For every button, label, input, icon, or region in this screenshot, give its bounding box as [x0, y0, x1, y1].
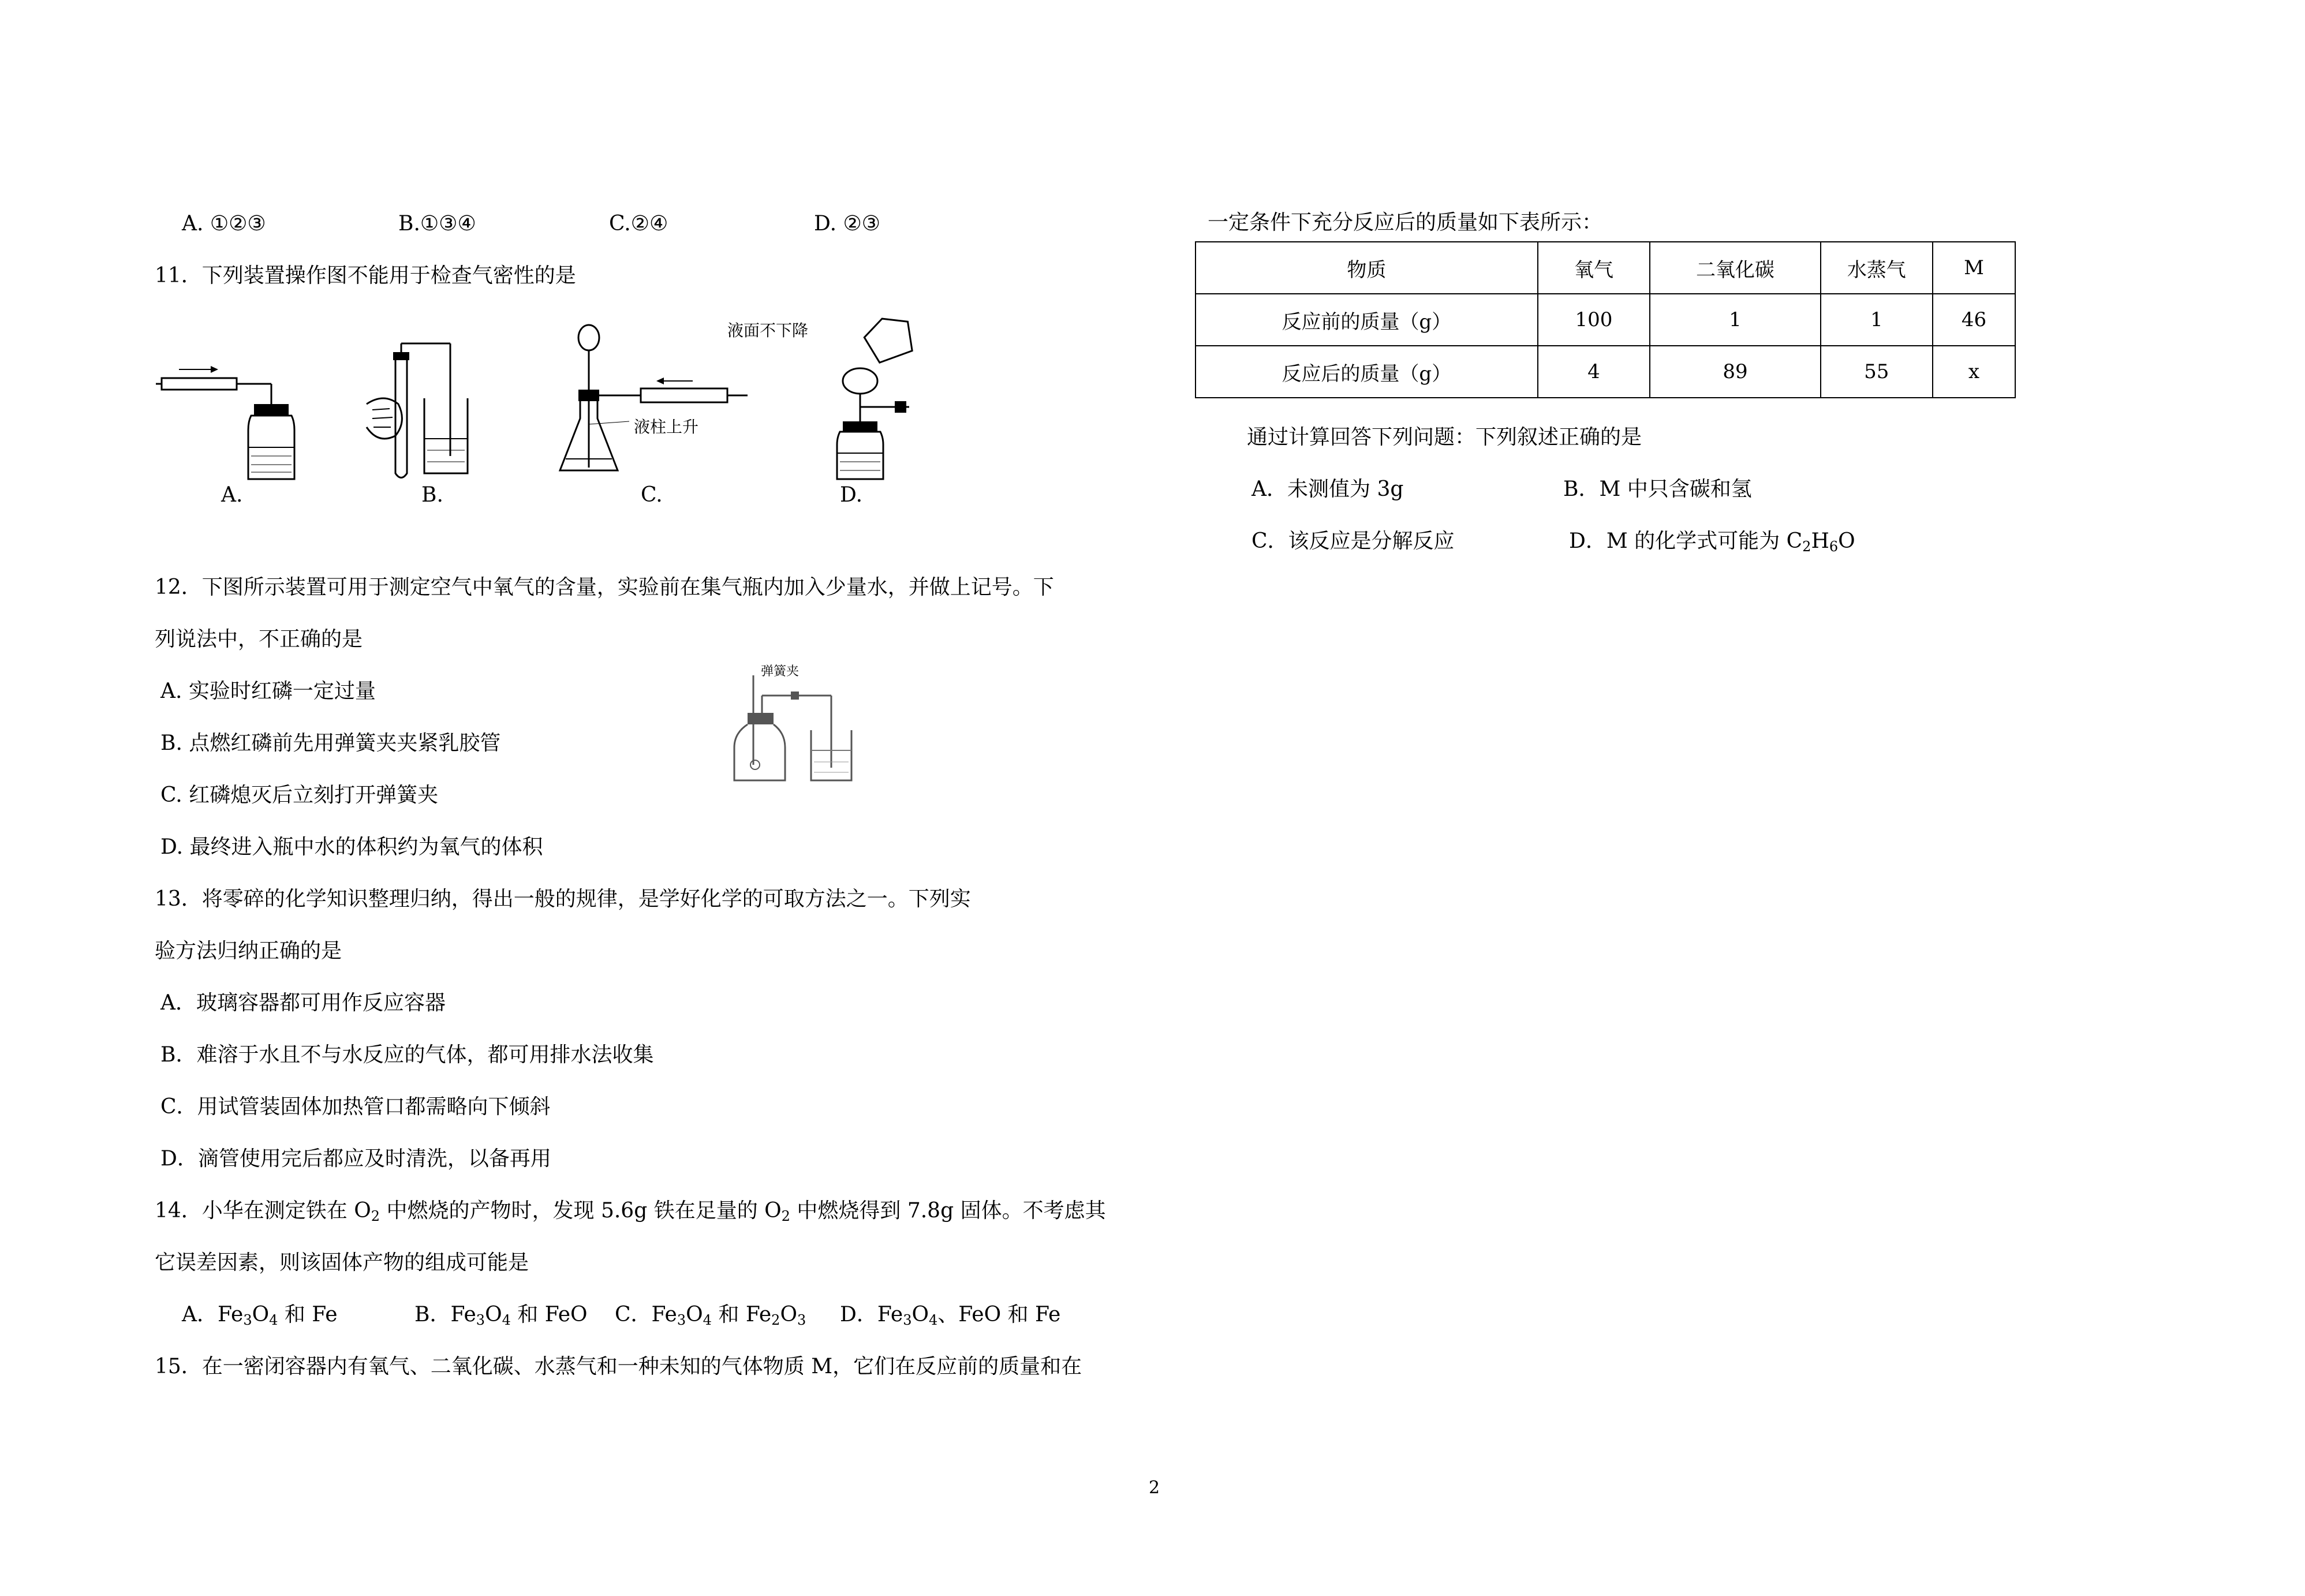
q13-option-b: B．难溶于水且不与水反应的气体，都可用排水法收集	[160, 1043, 654, 1067]
q12-option-a: A. 实验时红磷一定过量	[160, 679, 376, 703]
table-header-cell: 水蒸气	[1821, 242, 1933, 294]
table-cell: 55	[1821, 346, 1933, 398]
q15-question: 通过计算回答下列问题：下列叙述正确的是	[1247, 425, 1642, 449]
q11-label-d: D.	[840, 483, 863, 507]
q12-option-d: D. 最终进入瓶中水的体积约为氧气的体积	[160, 835, 543, 859]
q10-option-a: A. ①②③	[182, 212, 266, 236]
q11-figure-c	[554, 320, 750, 488]
table-cell: 1	[1821, 294, 1933, 346]
q11-annotation-column: 液柱上升	[634, 417, 699, 436]
q12-stem-line2: 列说法中，不正确的是	[155, 627, 363, 651]
q13-option-a: A．玻璃容器都可用作反应容器	[160, 991, 446, 1015]
q10-option-d: D. ②③	[814, 212, 881, 236]
table-header-cell: M	[1933, 242, 2015, 294]
table-cell: 1	[1650, 294, 1820, 346]
q12-option-c: C. 红磷熄灭后立刻打开弹簧夹	[160, 783, 439, 807]
q15-option-a: A．未测值为 3g	[1252, 477, 1404, 501]
table-header-row	[1196, 242, 2015, 294]
q11-figure-a	[156, 323, 312, 485]
table-cell: 反应后的质量（g）	[1196, 346, 1538, 398]
q13-option-c: C．用试管装固体加热管口都需略向下倾斜	[160, 1095, 551, 1119]
q15-option-b: B．M 中只含碳和氢	[1563, 477, 1752, 501]
table-cell: 46	[1933, 294, 2015, 346]
q11-stem: 11．下列装置操作图不能用于检查气密性的是	[155, 264, 576, 287]
table-header-cell: 二氧化碳	[1650, 242, 1820, 294]
q13-stem-line1: 13．将零碎的化学知识整理归纳，得出一般的规律，是学好化学的可取方法之一。下列实	[155, 887, 971, 911]
q11-label-b: B.	[421, 483, 443, 507]
q10-option-c: C.②④	[609, 212, 668, 236]
table-row	[1196, 346, 2015, 398]
q14-stem-line2: 它误差因素，则该固体产物的组成可能是	[155, 1251, 529, 1274]
q11-figure-d	[808, 306, 947, 485]
q14-stem-line1: 14．小华在测定铁在 $O_2$ 中燃烧的产物时，发现 5.6g 铁在足量的 $O_2$ 中燃烧得到 7.8g 固体。不考虑其	[155, 1199, 1106, 1224]
table-cell: 反应前的质量（g）	[1196, 294, 1538, 346]
q10-option-b: B.①③④	[398, 212, 476, 236]
q12-option-b: B. 点燃红磷前先用弹簧夹夹紧乳胶管	[160, 731, 501, 755]
q11-label-c: C.	[641, 483, 663, 507]
table-row	[1196, 294, 2015, 346]
q14-option-a: A．$Fe_3O_4$ 和 Fe	[182, 1303, 338, 1328]
q11-annotation-level: 液面不下降	[727, 321, 809, 340]
q12-stem-line1: 12．下图所示装置可用于测定空气中氧气的含量，实验前在集气瓶内加入少量水，并做上记号。下	[155, 575, 1054, 599]
q12-clamp-label: 弹簧夹	[761, 664, 800, 679]
q14-option-c: C．$Fe_3O_4$ 和 $Fe_2O_3$	[615, 1303, 806, 1328]
table-header-cell: 物质	[1196, 242, 1538, 294]
table-cell: x	[1933, 346, 2015, 398]
q13-option-d: D．滴管使用完后都应及时清洗，以备再用	[160, 1147, 551, 1171]
table-cell: 89	[1650, 346, 1820, 398]
mass-table	[1195, 241, 2016, 398]
q13-stem-line2: 验方法归纳正确的是	[155, 939, 342, 963]
table-cell: 4	[1538, 346, 1650, 398]
q15-stem-line1: 15．在一密闭容器内有氧气、二氧化碳、水蒸气和一种未知的气体物质 M，它们在反应前的质量和在	[155, 1355, 1082, 1378]
q14-option-d: D．$Fe_3O_4$、FeO 和 Fe	[840, 1303, 1061, 1328]
q12-figure	[727, 670, 866, 785]
q11-figure-b	[355, 341, 470, 485]
q14-option-b: B．$Fe_3O_4$ 和 FeO	[414, 1303, 588, 1328]
q11-label-a: A.	[221, 483, 243, 507]
q15-stem-continued: 一定条件下充分反应后的质量如下表所示：	[1208, 211, 1603, 234]
q15-option-d: D．M 的化学式可能为 $C_2H_6O$	[1569, 529, 1855, 555]
table-header-cell: 氧气	[1538, 242, 1650, 294]
table-cell: 100	[1538, 294, 1650, 346]
page-number: 2	[1149, 1478, 1160, 1498]
q15-option-c: C．该反应是分解反应	[1252, 529, 1455, 553]
